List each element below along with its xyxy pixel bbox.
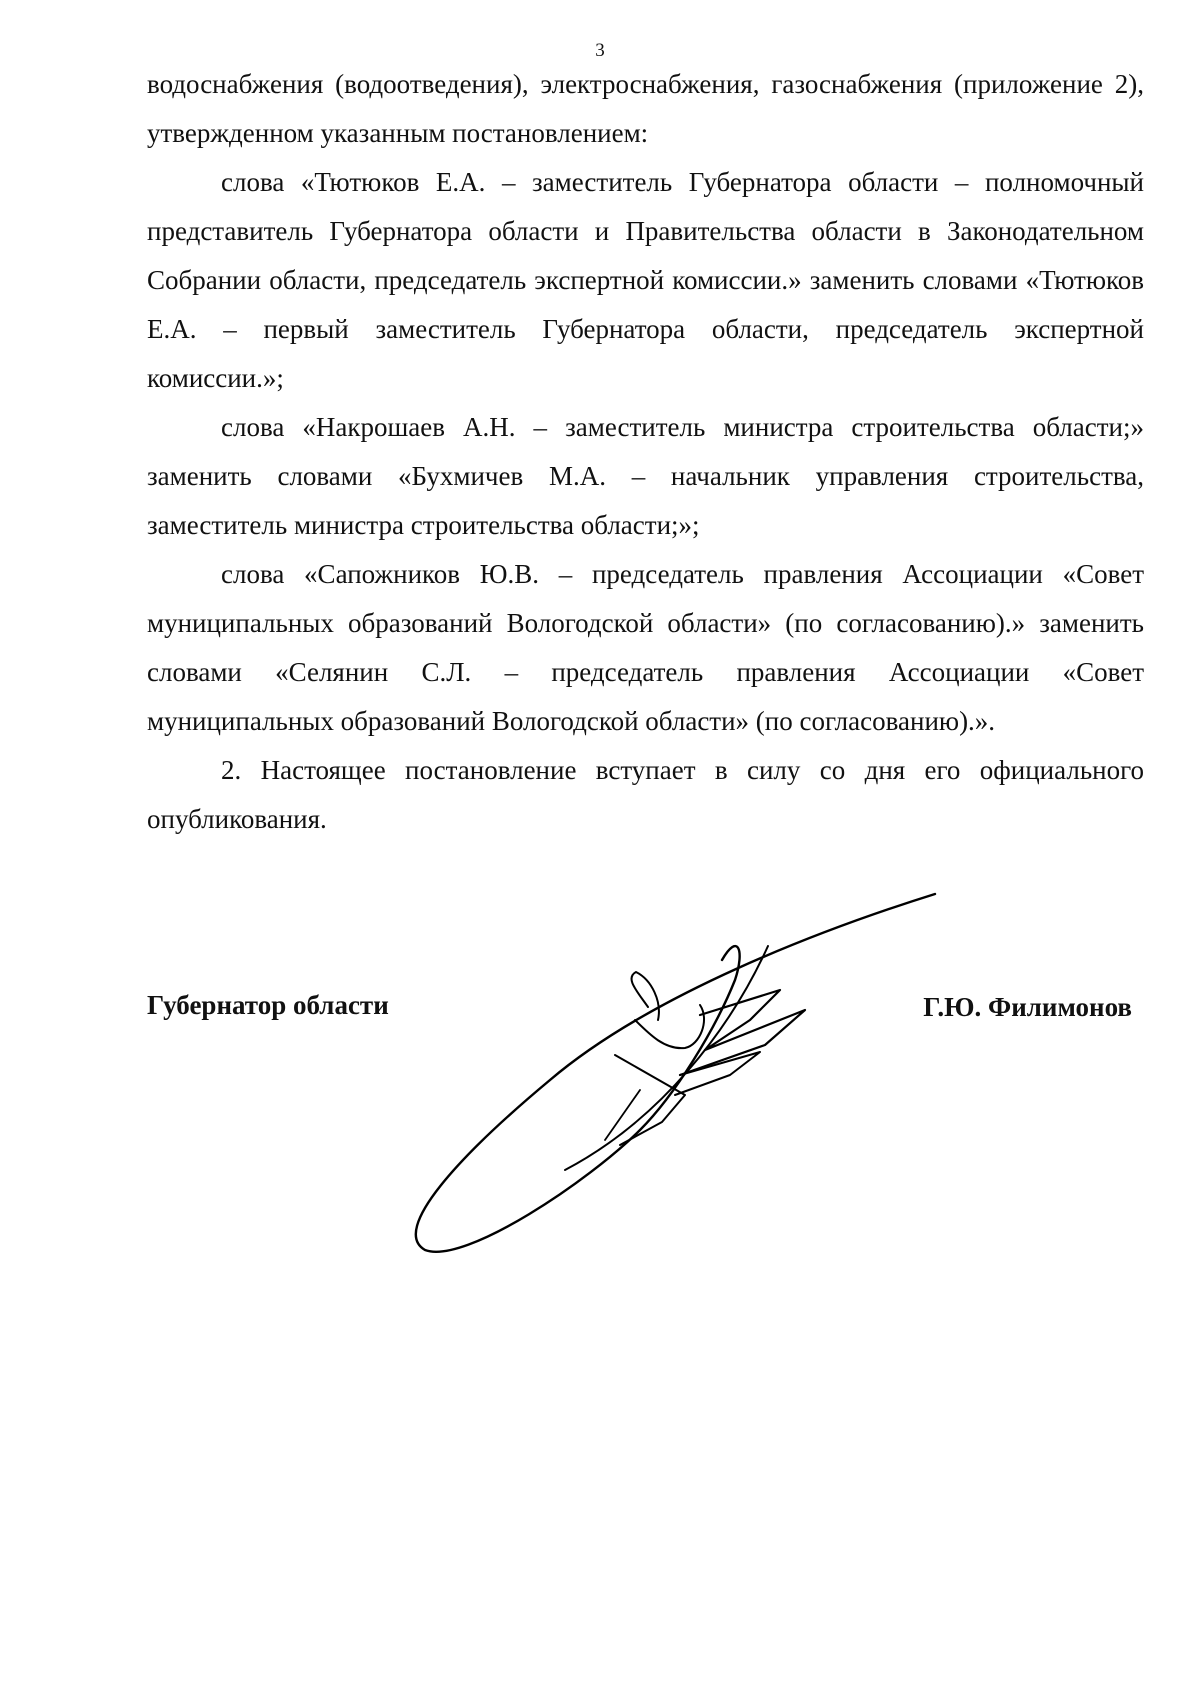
handwritten-signature	[400, 880, 960, 1270]
paragraph-continuation: водоснабжения (водоотведения), электроснабжения, газоснабжения (приложение 2), утвержденном указанным постановлением:	[147, 69, 1144, 148]
signatory-title: Губернатор области	[147, 990, 389, 1020]
page-number: 3	[595, 40, 605, 61]
paragraph-amendment-sapozhnikov: слова «Сапожников Ю.В. – председатель правления Ассоциации «Совет муниципальных образований Вологодской области» (по согласованию).» заменить словами «Селянин С.Л. – председатель правления Ассоциации «Совет муниципальных образований Вологодской области» (по согласованию).».	[147, 559, 1144, 736]
paragraph-effective-date: 2. Настоящее постановление вступает в силу со дня его официального опубликования.	[147, 755, 1144, 834]
document-body	[147, 60, 1144, 844]
paragraph-amendment-tyutyukov: слова «Тютюков Е.А. – заместитель Губернатора области – полномочный представитель Губернатора области и Правительства области в Законодательном Собрании области, председатель экспертной комиссии.» заменить словами «Тютюков Е.А. – первый заместитель Губернатора области, председатель экспертной комиссии.»;	[147, 167, 1144, 393]
signatory-name: Г.Ю. Филимонов	[923, 992, 1132, 1022]
paragraph-amendment-nakroshaev: слова «Накрошаев А.Н. – заместитель министра строительства области;» заменить словами «Бухмичев М.А. – начальник управления строительства, заместитель министра строительства области;»;	[147, 412, 1144, 540]
